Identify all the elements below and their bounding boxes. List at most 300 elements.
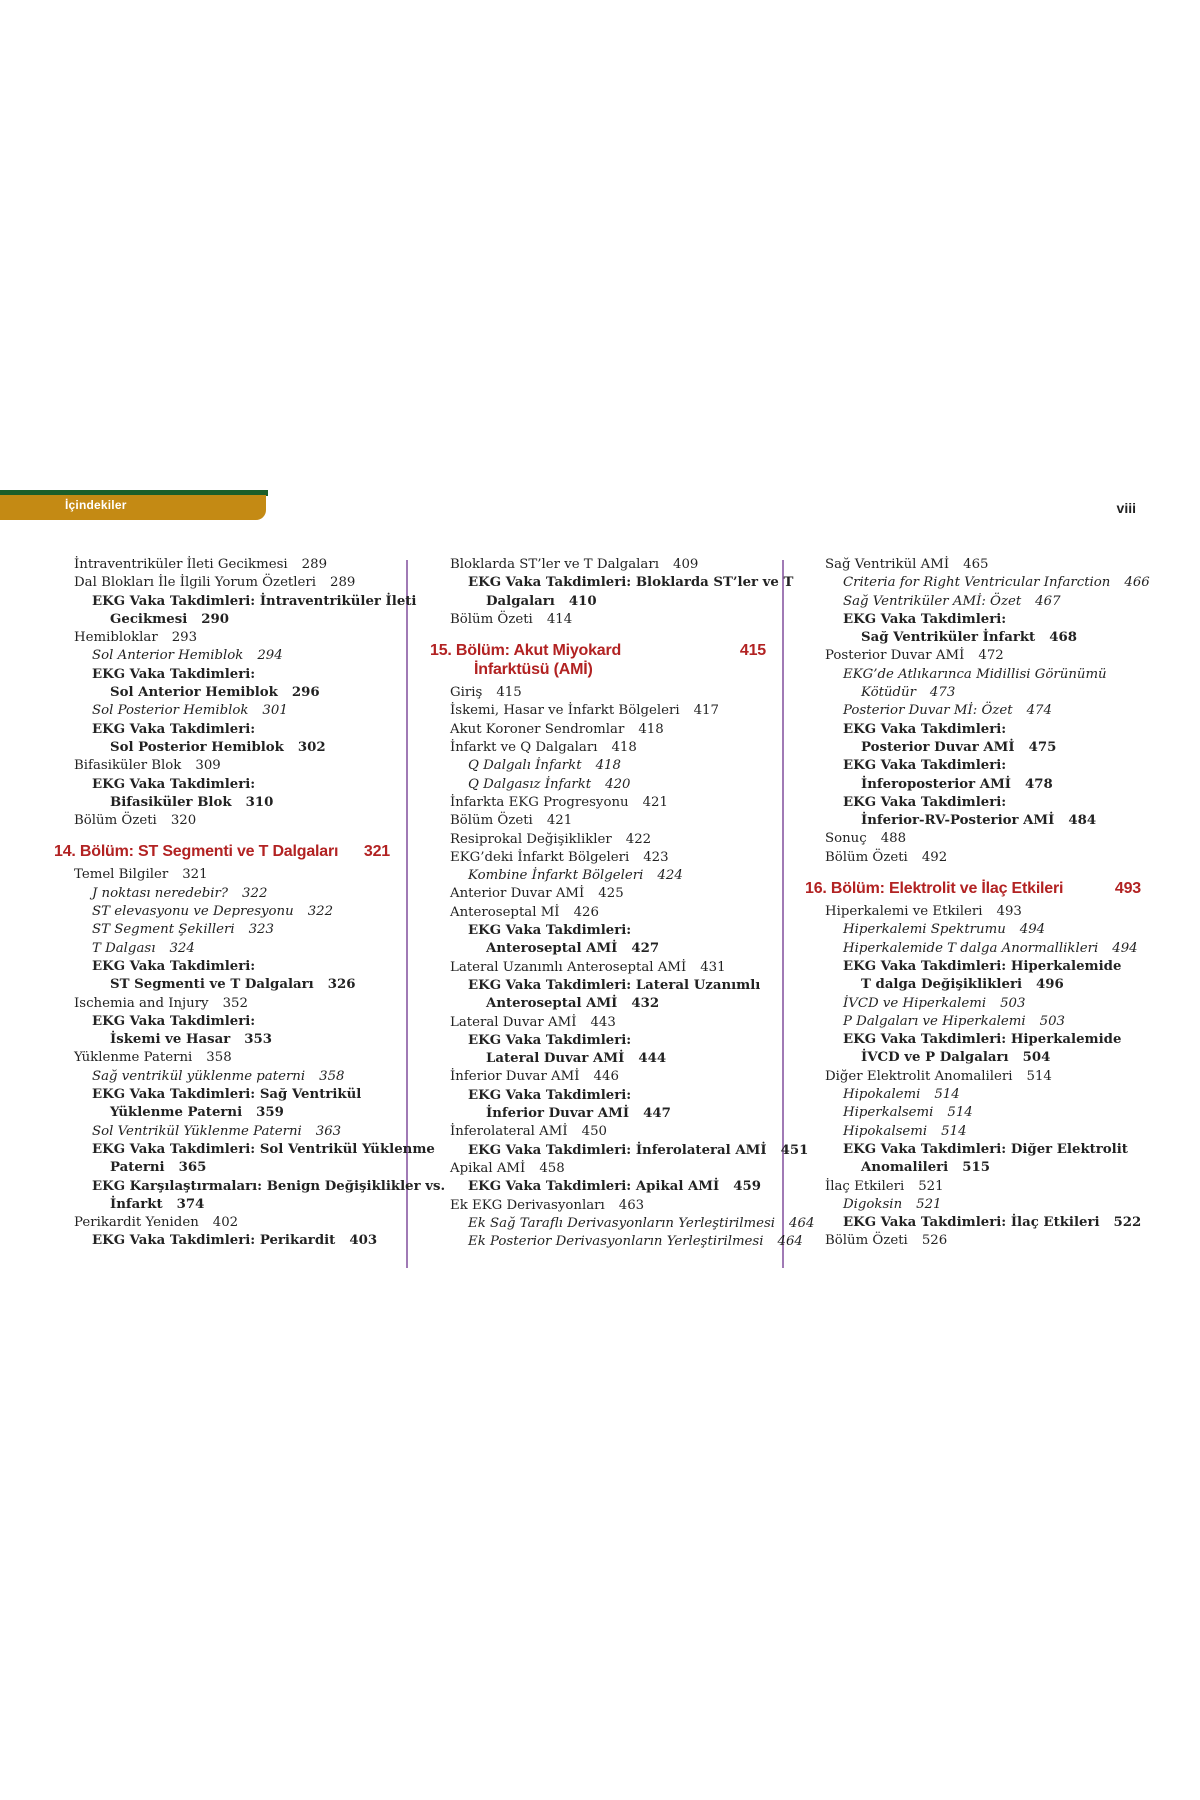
toc-entry-title: Q Dalgasız İnfarkt (468, 776, 592, 792)
toc-entry-title: İskemi ve Hasar (110, 1032, 231, 1048)
toc-entry-title: Yüklenme Paterni (74, 1050, 193, 1066)
toc-entry-title: İVCD ve P Dalgaları (861, 1050, 1009, 1066)
chapter-title: 16. Bölüm: Elektrolit ve İlaç Etkileri (805, 880, 1064, 898)
toc-entry (430, 1215, 815, 1233)
toc-entry-title: EKG Vaka Takdimleri: Apikal AMİ (468, 1179, 720, 1195)
toc-entry-title: EKG Karşılaştırmaları: Benign Değişiklikler vs. (92, 1178, 446, 1194)
toc-entry-title: EKG Vaka Takdimleri: (843, 794, 1007, 810)
toc-entry-title: Akut Koroner Sendromlar (450, 721, 625, 737)
toc-entry (430, 1233, 803, 1251)
column-divider (782, 560, 784, 1268)
toc-entry-title: Hipokalsemi (843, 1123, 928, 1139)
toc-entry-title: Temel Bilgiler (74, 867, 169, 883)
toc-entry (54, 885, 390, 903)
toc-entry-title: EKG Vaka Takdimleri: İntraventriküler İleti (92, 593, 417, 609)
toc-entry (430, 1105, 766, 1123)
toc-entry (54, 629, 390, 647)
toc-entry-page: 447 (643, 1106, 671, 1122)
toc-entry-title: İnferior-RV-Posterior AMİ (861, 813, 1055, 829)
toc-entry (54, 1214, 390, 1232)
toc-entry (430, 721, 766, 739)
toc-entry (54, 574, 390, 592)
toc-entry-page: 526 (921, 1233, 948, 1249)
toc-entry-page: 418 (611, 740, 637, 756)
toc-entry-title: Diğer Elektrolit Anomalileri (825, 1068, 1013, 1084)
toc-entry (430, 611, 766, 629)
toc-entry (54, 684, 390, 702)
toc-entry (805, 1159, 1141, 1177)
toc-entry-page: 478 (1025, 776, 1053, 792)
toc-entry-page: 443 (590, 1014, 616, 1030)
toc-entry-page: 431 (700, 959, 726, 975)
toc-entry-title: Bloklarda ST’ler ve T Dalgaları (450, 557, 659, 572)
toc-entry (805, 812, 1141, 830)
toc-entry (54, 1013, 390, 1031)
chapter-page-number: 321 (363, 843, 390, 861)
toc-entry (805, 1068, 1141, 1086)
toc-column-3 (805, 556, 1150, 1251)
toc-entry-title: T Dalgası (92, 940, 156, 956)
column-divider (406, 560, 408, 1268)
toc-entry-page: 496 (1036, 977, 1064, 993)
toc-entry (54, 958, 390, 976)
toc-entry-title: Perikardit Yeniden (74, 1215, 199, 1231)
toc-entry-title: ST Segment Şekilleri (92, 922, 235, 938)
toc-entry-title: EKG Vaka Takdimleri: Perikardit (92, 1233, 336, 1249)
toc-entry (805, 1214, 1141, 1232)
toc-entry (805, 721, 1141, 739)
toc-entry-page: 420 (605, 776, 631, 792)
toc-entry-page: 301 (262, 703, 288, 719)
toc-entry-page: 463 (618, 1197, 645, 1213)
toc-entry (54, 921, 390, 939)
toc-entry (430, 831, 766, 849)
toc-entry-title: EKG Vaka Takdimleri: (92, 721, 256, 737)
toc-entry-title: EKG Vaka Takdimleri: (92, 1013, 256, 1029)
toc-entry-page: 475 (1028, 739, 1057, 755)
toc-entry-page: 290 (201, 611, 230, 627)
toc-entry (805, 1086, 1141, 1104)
toc-entry-title: EKG Vaka Takdimleri: (468, 1087, 632, 1103)
toc-entry (54, 757, 390, 775)
toc-entry (54, 866, 390, 884)
toc-entry-page: 358 (206, 1050, 232, 1066)
chapter-page-number: 493 (1114, 880, 1141, 898)
toc-entry (805, 1232, 1141, 1250)
toc-entry-title: İnferior Duvar AMİ (486, 1106, 630, 1122)
toc-entry-page: 503 (1000, 995, 1026, 1011)
toc-entry-title: EKG Vaka Takdimleri: Sağ Ventrikül (92, 1087, 362, 1103)
toc-entry-title: Lateral Duvar AMİ (486, 1051, 625, 1067)
toc-entry (430, 849, 766, 867)
toc-entry-page: 494 (1019, 922, 1046, 938)
toc-entry-title: EKG Vaka Takdimleri: Diğer Elektrolit (843, 1141, 1128, 1157)
toc-entry-title: Anomalileri (861, 1160, 949, 1176)
toc-entry-page: 484 (1068, 813, 1097, 829)
toc-entry-title: İnfarkta EKG Progresyonu (450, 794, 629, 810)
toc-entry-title: Sol Ventrikül Yüklenme Paterni (92, 1123, 302, 1139)
toc-entry (430, 574, 794, 592)
toc-entry (54, 812, 390, 830)
toc-entry (430, 977, 766, 995)
toc-entry (54, 611, 390, 629)
toc-entry (805, 647, 1141, 665)
toc-entry (805, 1196, 1141, 1214)
toc-entry (805, 611, 1141, 629)
toc-entry (430, 776, 766, 794)
toc-entry (805, 903, 1141, 921)
toc-entry (54, 903, 390, 921)
toc-entry-title: Sağ Ventriküler AMİ: Özet (843, 593, 1022, 609)
toc-entry-title: EKG Vaka Takdimleri: Sol Ventrikül Yüklenme (92, 1141, 435, 1157)
toc-entry (430, 867, 766, 885)
toc-entry (805, 593, 1141, 611)
toc-entry-page: 474 (1026, 703, 1052, 719)
toc-entry-title: EKG Vaka Takdimleri: (843, 611, 1007, 627)
toc-entry (54, 940, 390, 958)
toc-entry-page: 421 (642, 794, 668, 810)
toc-entry-page: 459 (733, 1179, 762, 1195)
toc-entry-title: Sol Anterior Hemiblok (110, 685, 278, 701)
toc-entry-page: 296 (291, 685, 320, 701)
chapter-heading (54, 842, 390, 861)
toc-entry (805, 940, 1141, 958)
toc-entry-title: EKG Vaka Takdimleri: (468, 923, 632, 939)
toc-entry-title: Sağ Ventrikül AMİ (825, 557, 950, 572)
toc-entry (805, 958, 1141, 976)
toc-entry (430, 757, 766, 775)
toc-entry-title: Hiperkalemide T dalga Anormallikleri (843, 940, 1099, 956)
toc-entry-title: Paterni (110, 1160, 165, 1176)
toc-entry-title: EKG Vaka Takdimleri: (92, 666, 256, 682)
toc-entry-page: 363 (315, 1123, 342, 1139)
toc-entry-page: 403 (349, 1233, 378, 1249)
toc-entry-page: 321 (182, 867, 208, 883)
toc-entry (54, 1141, 435, 1159)
toc-entry-title: İnferior Duvar AMİ (450, 1069, 580, 1085)
toc-entry (805, 794, 1141, 812)
toc-entry (430, 702, 766, 720)
section-header-band (0, 490, 268, 520)
toc-entry-title: Ek Posterior Derivasyonların Yerleştirilmesi (468, 1234, 764, 1250)
toc-entry-title: Lateral Duvar AMİ (450, 1014, 577, 1030)
toc-entry-title: Posterior Duvar Mİ: Özet (843, 703, 1013, 719)
toc-entry (805, 995, 1141, 1013)
page-number: viii (1116, 500, 1136, 516)
toc-entry-title: Resiprokal Değişiklikler (450, 831, 612, 847)
toc-entry-title: Hiperkalemi ve Etkileri (825, 904, 983, 920)
toc-entry (805, 684, 1141, 702)
toc-entry-page: 473 (929, 685, 956, 701)
toc-entry-title: Posterior Duvar AMİ (861, 739, 1015, 755)
toc-entry-page: 492 (921, 849, 948, 865)
toc-entry (54, 647, 390, 665)
toc-entry-title: Kombine İnfarkt Bölgeleri (468, 868, 644, 884)
toc-entry-page: 324 (169, 940, 195, 956)
toc-entry-title: Hiperkalemi Spektrumu (843, 922, 1006, 938)
toc-entry-title: Hemibloklar (74, 630, 158, 646)
toc-entry-title: İnferolateral AMİ (450, 1124, 568, 1140)
toc-entry-page: 468 (1049, 630, 1077, 646)
section-label: İçindekiler (65, 498, 127, 512)
toc-entry-page: 514 (934, 1087, 960, 1103)
toc-entry-page: 322 (242, 885, 268, 901)
toc-entry (430, 794, 766, 812)
toc-entry-title: Anteroseptal Mİ (450, 904, 560, 920)
toc-entry-page: 374 (176, 1196, 205, 1212)
toc-entry-title: Bifasiküler Blok (110, 794, 232, 810)
toc-entry-title: Anterior Duvar AMİ (450, 886, 585, 902)
toc-entry (54, 976, 390, 994)
toc-entry (430, 885, 766, 903)
toc-entry (430, 995, 766, 1013)
toc-entry-title: EKG’de Atlıkarınca Midillisi Görünümü (843, 666, 1107, 682)
toc-entry-title: Ek EKG Derivasyonları (450, 1197, 605, 1213)
toc-entry-page: 302 (297, 739, 326, 755)
toc-entry-title: Q Dalgalı İnfarkt (468, 758, 582, 774)
toc-entry (54, 794, 390, 812)
toc-entry-page: 289 (330, 575, 356, 591)
toc-entry-title: J noktası neredebir? (92, 885, 229, 901)
toc-entry (430, 593, 766, 611)
toc-entry-page: 424 (657, 868, 683, 884)
toc-entry-page: 446 (593, 1069, 619, 1085)
chapter-heading (430, 641, 766, 679)
toc-entry (54, 593, 417, 611)
toc-column-2 (430, 556, 815, 1251)
toc-entry-page: 503 (1039, 1013, 1066, 1029)
toc-entry (430, 1178, 766, 1196)
toc-entry-title: EKG Vaka Takdimleri: (92, 776, 256, 792)
toc-entry-page: 514 (947, 1105, 973, 1121)
toc-entry (805, 629, 1141, 647)
toc-entry-page: 451 (780, 1142, 809, 1158)
toc-entry (54, 1049, 390, 1067)
toc-entry (430, 812, 766, 830)
toc-entry-title: Apikal AMİ (450, 1160, 526, 1176)
toc-entry (805, 1178, 1141, 1196)
toc-entry-page: 359 (256, 1105, 284, 1121)
toc-entry-title: Hiperkalsemi (843, 1105, 934, 1121)
toc-entry-title: Hipokalemi (843, 1087, 921, 1103)
toc-entry-page: 515 (962, 1160, 990, 1176)
toc-entry-page: 310 (245, 794, 274, 810)
toc-entry (430, 1032, 766, 1050)
toc-entry (54, 1068, 390, 1086)
toc-entry-page: 402 (212, 1215, 239, 1231)
toc-column-1 (54, 556, 446, 1251)
toc-entry (430, 684, 766, 702)
toc-entry-page: 488 (880, 831, 907, 847)
toc-entry (805, 739, 1141, 757)
toc-entry-title: Bölüm Özeti (450, 813, 533, 829)
toc-entry (430, 556, 766, 574)
toc-entry-title: Bölüm Özeti (450, 611, 533, 627)
toc-entry-title: Giriş (450, 685, 483, 701)
toc-entry-title: EKG Vaka Takdimleri: Lateral Uzanımlı (468, 977, 761, 993)
toc-entry-page: 521 (916, 1196, 942, 1212)
toc-entry-page: 432 (631, 996, 660, 1012)
toc-entry-page: 293 (171, 630, 198, 646)
toc-entry-page: 322 (307, 904, 334, 920)
toc-entry-page: 352 (222, 995, 248, 1011)
toc-entry (805, 1031, 1141, 1049)
toc-entry-page: 467 (1035, 593, 1061, 609)
toc-entry-title: EKG Vaka Takdimleri: Bloklarda ST’ler ve T (468, 575, 794, 591)
toc-entry-page: 409 (672, 557, 699, 572)
toc-entry (430, 1197, 766, 1215)
toc-entry (805, 830, 1141, 848)
chapter-title-line-2: İnfarktüsü (AMİ) (474, 661, 593, 679)
toc-entry-page: 353 (244, 1032, 272, 1048)
toc-entry (54, 776, 390, 794)
toc-entry (805, 1104, 1141, 1122)
toc-entry-page: 421 (546, 813, 573, 829)
chapter-page-number: 415 (739, 642, 766, 660)
toc-entry (54, 1159, 390, 1177)
toc-entry (805, 1141, 1141, 1159)
toc-entry-title: Sol Posterior Hemiblok (92, 703, 249, 719)
toc-entry-page: 320 (170, 813, 197, 829)
toc-entry-page: 504 (1022, 1050, 1051, 1066)
toc-entry-page: 326 (327, 977, 356, 993)
toc-entry-title: EKG Vaka Takdimleri: (843, 721, 1007, 737)
toc-entry (54, 666, 390, 684)
toc-entry-title: ST elevasyonu ve Depresyonu (92, 904, 294, 920)
toc-entry-page: 422 (625, 831, 652, 847)
chapter-title: 15. Bölüm: Akut Miyokard (430, 642, 622, 660)
toc-entry-title: İnferoposterior AMİ (861, 776, 1012, 792)
toc-entry-page: 465 (963, 557, 989, 572)
toc-entry (54, 739, 390, 757)
toc-entry-page: 365 (178, 1160, 207, 1176)
toc-entry-title: EKG Vaka Takdimleri: Hiperkalemide (843, 958, 1122, 974)
toc-entry (805, 757, 1141, 775)
toc-entry-page: 415 (496, 685, 522, 701)
toc-entry (54, 995, 390, 1013)
toc-entry-title: Ischemia and Injury (74, 995, 209, 1011)
toc-entry-title: Sol Anterior Hemiblok (92, 648, 244, 664)
toc-entry (805, 776, 1141, 794)
toc-entry (54, 1104, 390, 1122)
toc-entry (54, 721, 390, 739)
toc-entry (430, 922, 766, 940)
toc-entry-title: EKG Vaka Takdimleri: (468, 1032, 632, 1048)
toc-entry (805, 666, 1141, 684)
toc-entry-page: 358 (319, 1068, 345, 1084)
toc-entry (430, 1123, 766, 1141)
toc-entry (54, 1196, 390, 1214)
toc-entry-title: T dalga Değişiklikleri (861, 977, 1023, 993)
toc-entry (430, 1050, 766, 1068)
toc-entry-page: 444 (638, 1051, 667, 1067)
toc-entry-title: Sağ Ventriküler İnfarkt (861, 630, 1036, 646)
toc-entry-page: 450 (581, 1124, 607, 1140)
toc-entry-page: 493 (996, 904, 1022, 920)
toc-entry-page: 410 (568, 593, 597, 609)
toc-entry-page: 521 (918, 1178, 944, 1194)
toc-entry-title: Ek Sağ Taraflı Derivasyonların Yerleştirilmesi (468, 1215, 776, 1231)
toc-entry-page: 418 (595, 758, 621, 774)
toc-entry-title: Sağ ventrikül yüklenme paterni (92, 1068, 306, 1084)
toc-entry-page: 464 (777, 1234, 803, 1250)
toc-entry-title: Digoksin (843, 1196, 903, 1212)
toc-entry (430, 1068, 766, 1086)
toc-entry (430, 959, 766, 977)
toc-entry-page: 323 (248, 922, 274, 938)
toc-entry-title: Bölüm Özeti (825, 1233, 908, 1249)
toc-entry (430, 940, 766, 958)
toc-entry (805, 702, 1141, 720)
toc-entry (805, 574, 1150, 592)
chapter-heading (805, 879, 1141, 898)
toc-entry-title: İskemi, Hasar ve İnfarkt Bölgeleri (450, 703, 680, 719)
toc-entry (430, 1014, 766, 1032)
toc-entry-page: 458 (539, 1160, 565, 1176)
toc-entry-title: EKG’deki İnfarkt Bölgeleri (450, 849, 630, 865)
toc-entry-page: 418 (638, 721, 664, 737)
toc-entry-title: Kötüdür (861, 685, 916, 701)
toc-entry (805, 921, 1141, 939)
toc-entry (805, 1013, 1141, 1031)
toc-entry-title: Lateral Uzanımlı Anteroseptal AMİ (450, 959, 687, 975)
toc-entry-title: İntraventriküler İleti Gecikmesi (74, 557, 288, 572)
toc-entry-title: P Dalgaları ve Hiperkalemi (843, 1013, 1026, 1029)
toc-entry-title: Bölüm Özeti (74, 813, 157, 829)
toc-entry-page: 466 (1124, 575, 1150, 591)
toc-entry (54, 1178, 446, 1196)
toc-entry-page: 464 (789, 1215, 815, 1231)
toc-entry (430, 904, 766, 922)
header-band-gold-tab (0, 495, 266, 520)
toc-entry-title: Criteria for Right Ventricular Infarction (843, 575, 1111, 591)
toc-entry (805, 849, 1141, 867)
toc-entry (805, 1049, 1141, 1067)
toc-entry-page: 472 (978, 648, 1004, 664)
toc-entry (430, 1087, 766, 1105)
toc-entry-title: İlaç Etkileri (825, 1178, 905, 1194)
toc-entry-title: Yüklenme Paterni (110, 1105, 243, 1121)
toc-entry-title: Dalgaları (486, 593, 555, 609)
toc-entry-title: EKG Vaka Takdimleri: (843, 758, 1007, 774)
toc-entry-title: İnfarkt ve Q Dalgaları (450, 740, 598, 756)
toc-entry-page: 425 (598, 886, 624, 902)
toc-entry (54, 1086, 390, 1104)
toc-entry (430, 1142, 809, 1160)
toc-entry-page: 522 (1113, 1215, 1142, 1231)
toc-entry (54, 556, 390, 574)
toc-entry-page: 417 (693, 703, 719, 719)
toc-entry-title: Gecikmesi (110, 611, 188, 627)
toc-entry-title: ST Segmenti ve T Dalgaları (110, 977, 314, 993)
toc-entry-title: EKG Vaka Takdimleri: İlaç Etkileri (843, 1215, 1100, 1231)
toc-entry-title: Anteroseptal AMİ (486, 941, 618, 957)
toc-entry (805, 976, 1141, 994)
toc-entry-title: Anteroseptal AMİ (486, 996, 618, 1012)
toc-entry (54, 1232, 390, 1250)
toc-entry-title: Bifasiküler Blok (74, 758, 182, 774)
toc-entry (430, 1160, 766, 1178)
toc-entry-title: Bölüm Özeti (825, 849, 908, 865)
toc-entry (54, 702, 390, 720)
toc-entry-page: 494 (1112, 940, 1138, 956)
toc-entry-title: Dal Blokları İle İlgili Yorum Özetleri (74, 575, 317, 591)
toc-entry-title: EKG Vaka Takdimleri: (92, 958, 256, 974)
toc-entry-page: 426 (573, 904, 599, 920)
toc-entry-title: EKG Vaka Takdimleri: Hiperkalemide (843, 1032, 1122, 1048)
toc-entry (54, 1031, 390, 1049)
toc-entry-page: 514 (941, 1123, 967, 1139)
